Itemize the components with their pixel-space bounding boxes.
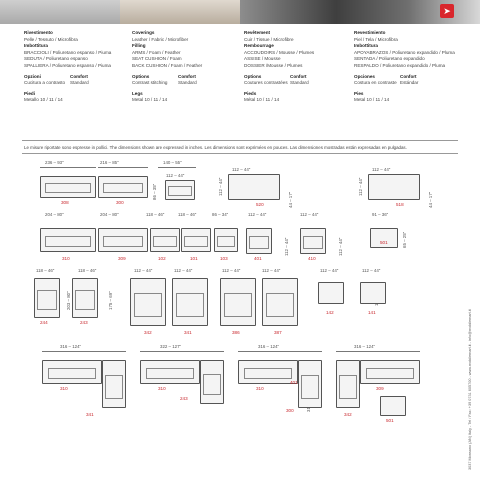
module-code: 103 (220, 256, 228, 261)
module-code: 141 (368, 310, 376, 315)
sofa-module-drawing (42, 360, 102, 384)
spec-heading: Opzioni (24, 73, 41, 79)
dimension-line (140, 351, 224, 352)
module-code: 520 (256, 202, 264, 207)
spec-column-en (132, 30, 244, 104)
sofa-module-drawing (98, 176, 148, 198)
dimension-line (42, 351, 126, 352)
sofa-module-drawing (370, 228, 398, 248)
module-code: 341 (86, 412, 94, 417)
dimension-label: 118 – 46" (178, 212, 197, 217)
spec-value: DOSSIER /Mousse / Plumes (244, 62, 303, 68)
dimension-label: 112 – 44" (218, 177, 223, 196)
dimension-label: 44 – 17" (288, 191, 293, 208)
module-code: 309 (376, 386, 384, 391)
dimension-line (98, 167, 148, 168)
spec-value: Cuir / Tissue / Microfibre (244, 36, 294, 42)
dimension-label: 316 – 124" (60, 344, 82, 349)
spec-heading: Rivestimento (24, 30, 53, 35)
dimension-label: 112 – 44" (372, 167, 391, 172)
sofa-module-drawing (200, 360, 224, 404)
dimension-label: 112 – 44" (222, 268, 241, 273)
sofa-module-drawing (368, 174, 420, 200)
dimension-label: 112 – 44" (232, 167, 251, 172)
sofa-module-drawing (360, 282, 386, 304)
dimension-label: 112 – 44" (248, 212, 267, 217)
spec-heading: Opciones (354, 73, 375, 79)
module-code: 341 (184, 330, 192, 335)
dimension-label: 86 – 34" (212, 212, 229, 217)
spec-heading: Pieds (244, 90, 257, 96)
dimension-line (238, 351, 322, 352)
dimension-label: 118 – 46" (146, 212, 165, 217)
dimensions-note: Le misure riportate sono espresse in pollici. The dimensions shown are expressed in inches. Les dimensions sont exprimées en pouces. Las dimensiones mostradas están expresadas en pulgadas. (24, 145, 407, 150)
sofa-module-drawing (238, 360, 298, 384)
spec-heading: Pies (354, 90, 364, 96)
spec-value: Cucitura a contrasto (24, 80, 66, 86)
module-code: 102 (158, 256, 166, 261)
spec-value: APOYABRAZOS / Poliuretano expandido / Pluma (354, 49, 455, 55)
sofa-module-drawing (246, 228, 272, 254)
dimension-label: 91 – 36" (372, 212, 389, 217)
dimension-label: 112 – 44" (338, 237, 343, 256)
dimension-line (40, 167, 96, 168)
module-code: 243 (80, 320, 88, 325)
dimension-label: 175 – 69" (108, 291, 113, 310)
module-code: 310 (256, 386, 264, 391)
module-code: 387 (274, 330, 282, 335)
divider (22, 153, 458, 154)
spec-heading: Comfort (178, 73, 196, 79)
spec-value: BRACCIOLI / Poliuretano espanso / Piuma (24, 49, 112, 55)
spec-value: Metallo 10 / 11 / 14 (24, 97, 63, 103)
dimension-label: 112 – 44" (320, 268, 339, 273)
module-code: 101 (190, 256, 198, 261)
spec-heading: Comfort (70, 73, 88, 79)
dimension-label: 112 – 44" (174, 268, 193, 273)
spec-heading: Imbottitura (24, 43, 48, 49)
spec-heading: Rembourrage (244, 43, 274, 49)
sofa-module-drawing (228, 174, 280, 200)
spec-value: SENTADA / Poliuretano expandido (354, 56, 425, 62)
module-code: 342 (144, 330, 152, 335)
module-code: 518 (396, 202, 404, 207)
spec-value: Metal 10 / 11 / 14 (354, 97, 390, 103)
dimension-label: 112 – 44" (134, 268, 153, 273)
module-code: 300 (116, 200, 124, 205)
spec-value: Métal 10 / 11 / 14 (244, 97, 280, 103)
spec-value: ACCOUDOIRS / Mousse / Plumes (244, 49, 315, 55)
dimension-label: 204 – 80" (45, 212, 64, 217)
spec-heading: Coverings (132, 30, 155, 35)
product-photo (120, 0, 240, 24)
sofa-module-drawing (318, 282, 344, 304)
module-code: 501 (380, 240, 388, 245)
spec-heading: Filling (132, 43, 146, 49)
module-code: 310 (60, 386, 68, 391)
spec-value: SEAT CUSHION / Foam (132, 56, 182, 62)
sofa-module-drawing (102, 360, 126, 408)
module-code: 386 (232, 330, 240, 335)
module-code: 342 (344, 412, 352, 417)
dimension-label: 112 – 44" (284, 237, 289, 256)
spec-heading: Confort (400, 73, 417, 79)
module-code: 243 (180, 396, 188, 401)
product-photo (0, 0, 120, 24)
spec-column-fr (244, 30, 356, 104)
sofa-module-drawing (360, 360, 420, 384)
sofa-module-drawing (300, 228, 326, 254)
sofa-module-drawing (40, 176, 96, 198)
spec-value: Costura en contraste (354, 80, 397, 86)
spec-value: SEDUTA / Poliuretano espanso (24, 56, 88, 62)
sofa-module-drawing (214, 228, 238, 252)
module-code: 310 (158, 386, 166, 391)
dimension-label: 216 – 85" (100, 160, 119, 165)
spec-heading: Imbottitura (354, 43, 378, 49)
module-code: 142 (326, 310, 334, 315)
dimension-label: 236 – 93" (45, 160, 64, 165)
spec-heading: Piedi (24, 90, 35, 96)
spec-heading: Revestimiento (354, 30, 386, 35)
divider (22, 140, 458, 141)
sofa-module-drawing (40, 228, 96, 252)
module-code: 309 (118, 256, 126, 261)
spec-heading: Options (132, 73, 150, 79)
sofa-module-drawing (298, 360, 322, 408)
sofa-module-drawing (34, 278, 60, 318)
module-code: 410 (308, 256, 316, 261)
spec-value: Metal 10 / 11 / 14 (132, 97, 168, 103)
spec-value: Leather / Fabric / Microfiber (132, 36, 189, 42)
module-code: 310 (62, 256, 70, 261)
dimension-label: 118 – 46" (78, 268, 97, 273)
sofa-module-drawing (72, 278, 98, 318)
dimension-line (158, 167, 196, 168)
dimension-label: 140 – 55" (163, 160, 182, 165)
dimension-label: 86 – 35" (152, 183, 157, 200)
dimension-label: 118 – 46" (36, 268, 55, 273)
spec-value: ARMS / Foam / Feather (132, 49, 181, 55)
dimension-line (336, 351, 420, 352)
dimension-label: 316 – 124" (354, 344, 376, 349)
sofa-module-drawing (336, 360, 360, 408)
dimension-label: 44 – 17" (428, 191, 433, 208)
spec-value: SPALLIERA / Poliuretano espanso / Piuma (24, 62, 111, 68)
dimension-label: 316 – 124" (258, 344, 280, 349)
spec-value: RESPALDO / Poliuretano expandido / Pluma (354, 62, 446, 68)
module-code: 401 (290, 380, 298, 385)
module-code: 308 (61, 200, 69, 205)
spec-value: Pelle / Tessuto / Microfibra (24, 36, 78, 42)
spec-value: ASSISE / Mousse (244, 56, 281, 62)
dimension-label: 112 – 44" (166, 173, 185, 178)
spec-value: Coutures contrastées (244, 80, 288, 86)
spec-heading: Revêtement (244, 30, 271, 35)
spec-value: Standard (290, 80, 309, 86)
spec-value: Standard (70, 80, 89, 86)
dimension-label: 112 – 44" (358, 177, 363, 196)
dimension-label: 112 – 44" (300, 212, 319, 217)
spec-value: Piel / Tela / Microfibra (354, 36, 398, 42)
dimension-label: 112 – 44" (362, 268, 381, 273)
dimension-label: 112 – 44" (262, 268, 281, 273)
module-code: 401 (254, 256, 262, 261)
spec-heading: Legs (132, 90, 143, 96)
module-code: 300 (286, 408, 294, 413)
spec-value: BACK CUSHION / Foam / Feather (132, 62, 203, 68)
spec-value: Estándar (400, 80, 419, 86)
sofa-module-drawing (262, 278, 298, 326)
brand-logo-icon: ➤ (440, 4, 454, 18)
sofa-module-drawing (220, 278, 256, 326)
sofa-module-drawing (181, 228, 211, 252)
spec-value: Contrast stitching (132, 80, 168, 86)
spec-column-es (354, 30, 466, 104)
sofa-module-drawing (150, 228, 180, 252)
dimension-label: 203 – 80" (66, 291, 71, 310)
spec-column-it (24, 30, 136, 104)
sofa-module-drawing (98, 228, 148, 252)
spec-heading: Options (244, 73, 262, 79)
dimension-label: 322 – 127" (160, 344, 182, 349)
dimension-label: 65 – 25" (402, 231, 407, 248)
company-contact-info: 3037 Monsano (AN) Italy - Tel / Fax: +39 0731 605700 - www.mobilemart.it - info@mobilemart.it (468, 309, 472, 470)
sofa-module-drawing (380, 396, 406, 416)
sofa-module-drawing (172, 278, 208, 326)
sofa-module-drawing (140, 360, 200, 384)
sofa-module-drawing (130, 278, 166, 326)
spec-heading: Confort (290, 73, 307, 79)
spec-value: Standard (178, 80, 197, 86)
dimension-label: 204 – 80" (100, 212, 119, 217)
module-code: 244 (40, 320, 48, 325)
header-photo-strip (0, 0, 480, 24)
module-code: 501 (386, 418, 394, 423)
sofa-module-drawing (165, 180, 195, 200)
